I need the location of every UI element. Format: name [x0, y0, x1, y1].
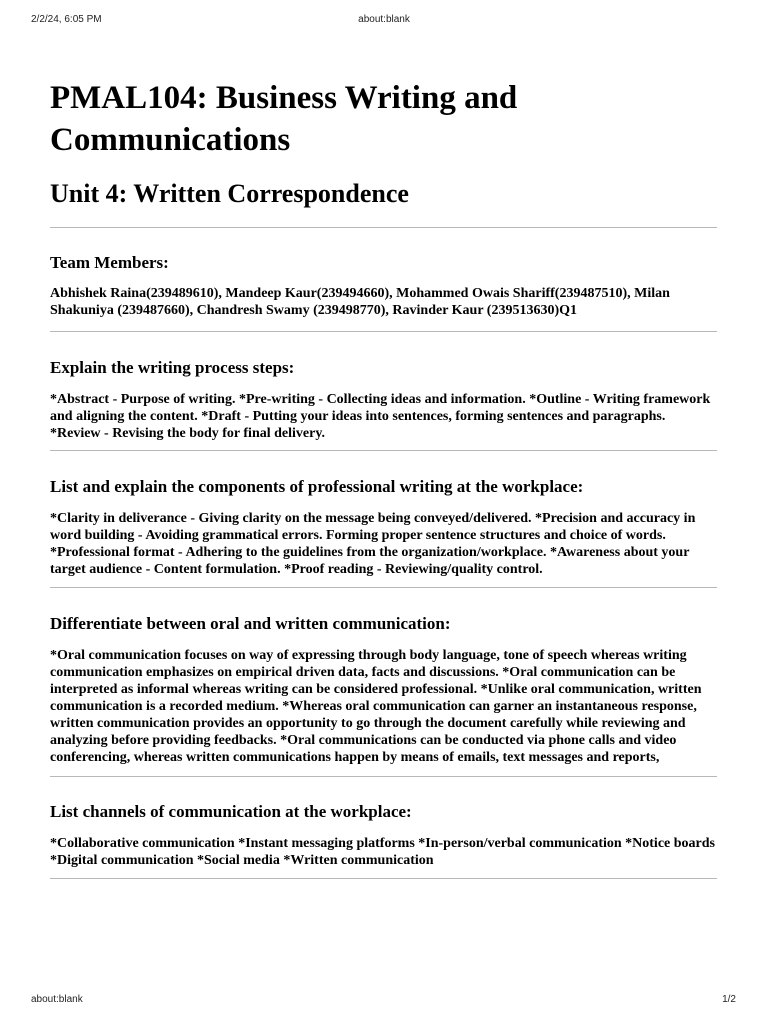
team-heading: Team Members:: [50, 253, 169, 272]
team-members: Abhishek Raina(239489610), Mandeep Kaur(239494660), Mohammed Owais Shariff(239487510), Milan Shakuniya (239487660), Chandresh Swamy (239498770), Ravinder Kaur (239513630)Q1: [50, 286, 670, 318]
divider: [50, 331, 717, 332]
section-body: *Oral communication focuses on way of expressing through body language, tone of speech whereas writing communication emphasizes on empirical driven data, facts and discussions. *Oral communication can be interpreted as informal whereas writing can be considered professional. *Unlike oral communication, written communication is a recorded medium. *Whereas oral communication can garner an instantaneous response, written communication provides an opportunity to go through the document carefully while reviewing and analyzing before providing feedbacks. *Oral communications can be conducted via phone calls and video conferencing, whereas written communications happen by means of emails, text messages and reports,: [50, 648, 702, 765]
footer-url: about:blank: [31, 994, 83, 1005]
section-body: *Abstract - Purpose of writing. *Pre-writing - Collecting ideas and information. *Outline - Writing framework and aligning the content. *Draft - Putting your ideas into sentences, forming sentences and paragraphs. *Review - Revising the body for final delivery.: [50, 392, 711, 441]
divider: [50, 227, 717, 228]
print-header: [0, 14, 768, 28]
section-heading: Explain the writing process steps:: [50, 358, 295, 377]
document-subtitle: Unit 4: Written Correspondence: [50, 179, 409, 208]
section-body: *Clarity in deliverance - Giving clarity on the message being conveyed/delivered. *Precision and accuracy in word building - Avoiding grammatical errors. Forming proper sentence structures and choice of words. *Professional format - Adhering to the guidelines from the organization/workplace. *Awareness about your target audience - Content formulation. *Proof reading - Reviewing/quality control.: [50, 511, 696, 577]
divider: [50, 878, 717, 879]
divider: [50, 776, 717, 777]
section-heading: List channels of communication at the workplace:: [50, 802, 412, 821]
section-heading: List and explain the components of professional writing at the workplace:: [50, 477, 584, 496]
divider: [50, 587, 717, 588]
section-body: *Collaborative communication *Instant messaging platforms *In-person/verbal communication *Notice boards *Digital communication *Social media *Written communication: [50, 836, 715, 868]
document-page: [50, 70, 717, 879]
print-url: about:blank: [358, 14, 410, 25]
section-heading: Differentiate between oral and written communication:: [50, 614, 451, 633]
print-datetime: 2/2/24, 6:05 PM: [31, 14, 102, 25]
print-footer: [0, 994, 768, 1008]
page-number: 1/2: [722, 994, 736, 1005]
document-title: PMAL104: Business Writing and Communications: [50, 80, 518, 158]
divider: [50, 450, 717, 451]
